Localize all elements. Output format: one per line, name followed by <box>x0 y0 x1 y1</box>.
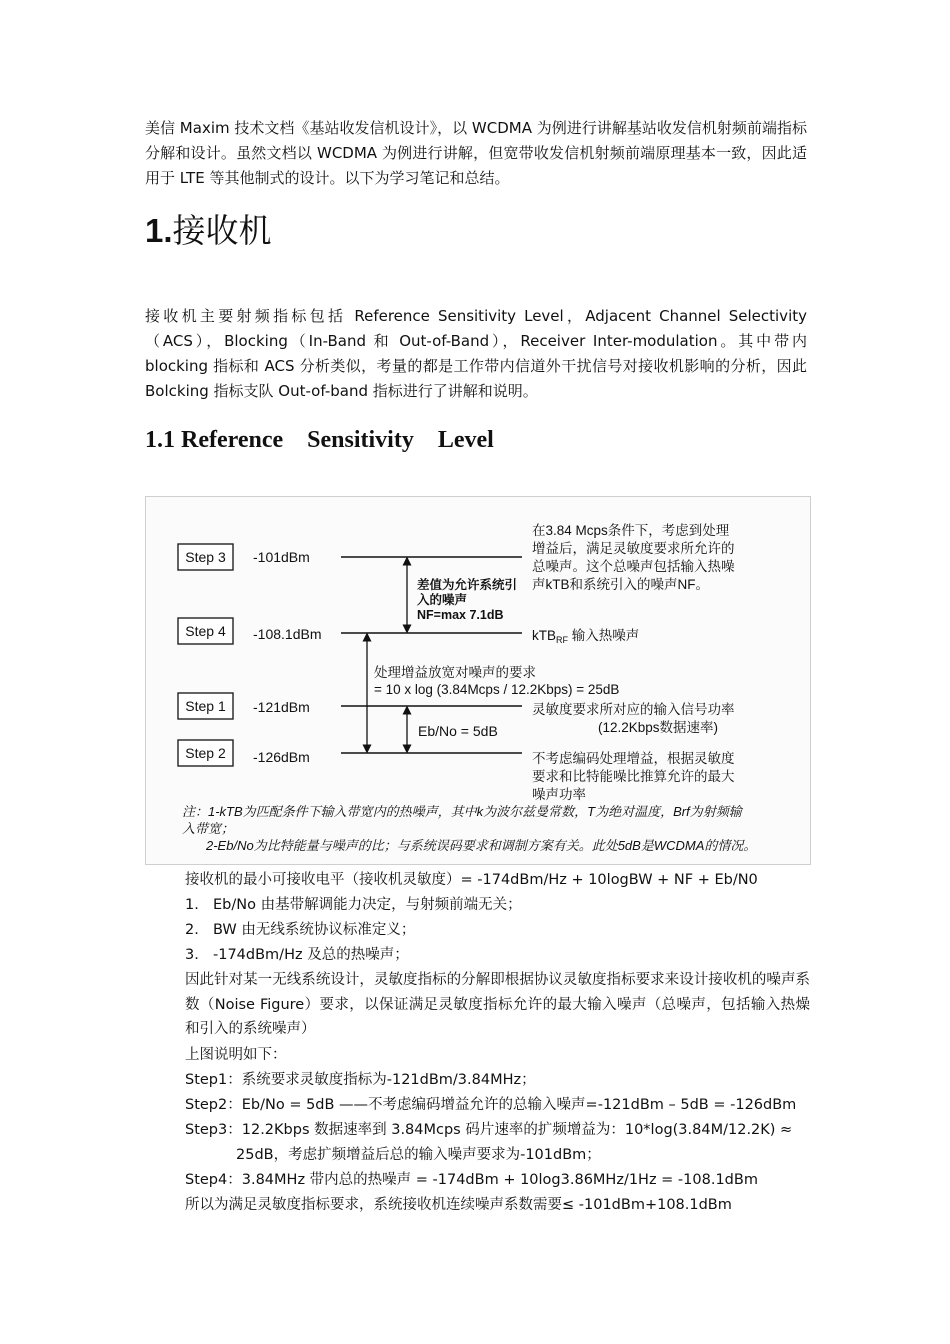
list-number: 3. <box>185 947 199 963</box>
step3-desc-line2: 增益后，满足灵敏度要求所允许的 <box>532 541 735 556</box>
heading-text: 接收机 <box>172 211 272 250</box>
list-number: 2. <box>185 922 199 938</box>
step1-level: -121dBm <box>253 699 310 715</box>
step2-desc-line1: 不考虑编码处理增益，根据灵敏度 <box>532 751 735 766</box>
list-item <box>185 918 810 943</box>
list-text: BW 由无线系统协议标准定义； <box>213 922 416 938</box>
step2-level: -126dBm <box>253 749 310 765</box>
step2-label: Step 2 <box>185 745 226 761</box>
list-item <box>185 893 810 918</box>
diff-note-line2: 入的噪声 <box>417 593 468 607</box>
heading-receiver <box>145 206 272 256</box>
step1-desc-line1: 灵敏度要求所对应的输入信号功率 <box>532 702 735 717</box>
intro-paragraph: 美信 Maxim 技术文档《基站收发信机设计》，以 WCDMA 为例进行讲解基站收发信机射频前端指标分解和设计。虽然文档以 WCDMA 为例进行讲解，但宽带收发信机射频前端原理基本一致，因此适用于 LTE 等其他制式的设计。以下为学习笔记和总结。 <box>145 119 807 187</box>
step4-desc: kTB$_{RF}$ 输入热噪声 <box>532 628 640 645</box>
step2-explanation: Step2：Eb/No = 5dB ——不考虑编码增益允许的总输入噪声=-121dBm – 5dB = -126dBm <box>185 1097 797 1113</box>
step4-label: Step 4 <box>185 623 226 639</box>
step1-desc-line2: (12.2Kbps数据速率) <box>598 720 719 735</box>
diff-note-line3: NF=max 7.1dB <box>417 608 504 622</box>
step3-label: Step 3 <box>185 549 226 565</box>
note-line1: 注：1-kTB为匹配条件下输入带宽内的热噪声，其中k为波尔兹曼常数，T为绝对温度，Brf为射频输 <box>182 804 742 819</box>
heading-number: 1. <box>145 212 173 249</box>
proc-gain-line2: = 10 x log (3.84Mcps / 12.2Kbps) = 25dB <box>374 682 620 697</box>
step3-desc-line4: 声kTB和系统引入的噪声NF。 <box>532 577 709 592</box>
note-line3: 2-Eb/No为比特能量与噪声的比；与系统误码要求和调制方案有关。此处5dB是WCDMA的情况。 <box>206 838 757 853</box>
ebno-label: Eb/No = 5dB <box>418 723 498 739</box>
step3-desc-line3: 总噪声。这个总噪声包括输入热噪 <box>532 559 735 574</box>
step3-desc-line1: 在3.84 Mcps条件下，考虑到处理 <box>532 523 730 538</box>
step1-explanation: Step1：系统要求灵敏度指标为-121dBm/3.84MHz； <box>185 1072 536 1088</box>
conclusion-line: 所以为满足灵敏度指标要求，系统接收机连续噪声系数需要≤ -101dBm+108.1dBm <box>185 1197 732 1213</box>
figure-explanation-title: 上图说明如下： <box>185 1047 287 1063</box>
step3-level: -101dBm <box>253 549 310 565</box>
proc-gain-line1: 处理增益放宽对噪声的要求 <box>374 665 536 680</box>
note-line2: 入带宽； <box>182 821 235 836</box>
design-paragraph: 因此针对某一无线系统设计，灵敏度指标的分解即根据协议灵敏度指标要求来设计接收机的噪声系数（Noise Figure）要求，以保证满足灵敏度指标允许的最大输入噪声（总噪声，包括输入热燥和引入的系统噪声） <box>185 972 810 1037</box>
list-text: -174dBm/Hz 及总的热噪声； <box>213 947 409 963</box>
step4-level: -108.1dBm <box>253 626 322 642</box>
step2-desc-line3: 噪声功率 <box>532 787 586 802</box>
step3-explanation: Step3：12.2Kbps 数据速率到 3.84Mcps 码片速率的扩频增益为：10*log(3.84M/12.2K) ≈ <box>185 1122 793 1138</box>
step1-label: Step 1 <box>185 698 226 714</box>
step3-explanation-cont: 25dB，考虑扩频增益后总的输入噪声要求为-101dBm； <box>236 1147 601 1163</box>
receiver-intro-paragraph: 接收机主要射频指标包括 Reference Sensitivity Level，Adjacent Channel Selectivity（ACS），Blocking（In-Band 和 Out-of-Band），Receiver Inter-modulation。其中带内 blocking 指标和 ACS 分析类似，考量的都是工作带内信道外干扰信号对接收机影响的分析，因此 Bolcking 指标支队 Out-of-band 指标进行了讲解和说明。 <box>145 307 807 400</box>
step2-desc-line2: 要求和比特能噪比推算允许的最大 <box>532 769 735 784</box>
sensitivity-formula: 接收机的最小可接收电平（接收机灵敏度）= -174dBm/Hz + 10logBW + NF + Eb/N0 <box>185 872 758 888</box>
heading-reference-sensitivity: 1.1 Reference Sensitivity Level <box>145 427 494 453</box>
list-item <box>185 943 810 968</box>
list-number: 1. <box>185 897 199 913</box>
sensitivity-diagram <box>146 497 810 864</box>
diff-note-line1: 差值为允许系统引 <box>417 578 518 592</box>
sensitivity-figure <box>145 496 811 865</box>
list-text: Eb/No 由基带解调能力决定，与射频前端无关； <box>213 897 522 913</box>
step4-explanation: Step4：3.84MHz 带内总的热噪声 = -174dBm + 10log3.86MHz/1Hz = -108.1dBm <box>185 1172 758 1188</box>
